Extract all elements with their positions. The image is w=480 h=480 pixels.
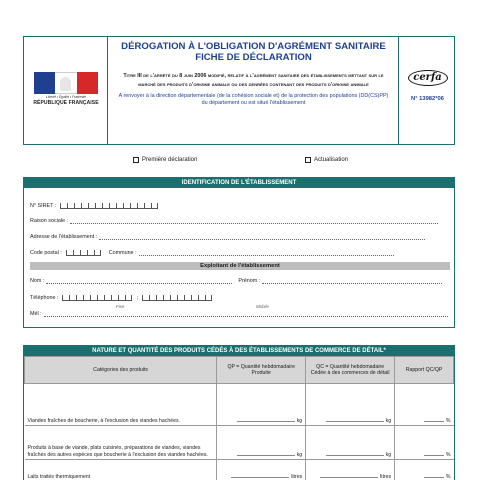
ratio-unit: % [445,473,451,480]
identification-section [23,177,455,328]
prenom-label: Prénom : [238,278,261,284]
republic-motto: Liberté • Égalité • Fraternité [45,95,87,99]
cerfa-number: N° 13982*06 [411,96,444,102]
row-category: Laits traités thermiquement [25,460,217,480]
republique-francaise-label: RÉPUBLIQUE FRANÇAISE [33,100,99,106]
qp-input-cell[interactable] [217,460,306,480]
update-label: Actualisation [314,157,349,163]
decree-reference: Titre III de l'arrêté du 8 juin 2006 modifié, relatif à l'agrément sanitaire des établissements mettant sur le marché des produits d'origine animale ou des denrées contenant des produits d'origine animale [123,73,384,88]
form-title: DÉROGATION À L'OBLIGATION D'AGRÉMENT SANITAIRE [121,41,386,52]
telephone-mobile-boxes[interactable] [142,295,212,301]
first-declaration-checkbox[interactable] [133,157,139,163]
code-postal-digit-boxes[interactable] [66,250,101,256]
commune-input[interactable] [139,251,394,256]
row-category: Produits à base de viande, plats cuisinés, préparations de viandes, viandes fraîches des autres espèces que boucherie à l'exclusion des viandes hachées. [25,426,217,460]
cerfa-logo: cerfa [408,70,448,86]
ratio-input-cell[interactable] [395,384,454,426]
marianne-icon [60,77,71,91]
french-flag-logo [34,72,98,94]
adresse-input[interactable] [99,235,425,240]
return-instructions: A renvoyer à la direction départementale (de la cohésion sociale et) de la protection des populations (DD(CS)PP) du département ou est situé l'établissement [118,93,389,107]
fixe-label: Fixe [116,304,125,309]
ratio-input-cell[interactable] [395,460,454,480]
table-row [25,426,454,460]
column-header-ratio: Rapport QC/QP [395,357,454,384]
siret-label: N° SIRET : [30,203,57,209]
nom-label: Nom : [30,278,45,284]
products-table [24,356,454,480]
commune-label: Commune : [108,250,137,256]
code-postal-field[interactable] [30,250,394,256]
products-section [23,345,455,480]
telephone-label: Téléphone : [30,295,59,301]
siret-field[interactable] [30,203,158,209]
telephone-fixe-boxes[interactable] [62,295,132,301]
update-checkbox[interactable] [305,157,311,163]
identification-title: IDENTIFICATION DE L'ÉTABLISSEMENT [24,178,454,188]
table-row [25,460,454,480]
column-header-qp: QP = Quantité hebdomadaire Produite [217,357,306,384]
telephone-field[interactable]: Téléphone : ; [30,295,212,301]
form-title-panel [109,37,399,144]
nom-field[interactable] [30,278,442,284]
qc-unit: kg [385,417,392,424]
cerfa-panel [400,37,455,144]
qp-unit: litres [291,473,303,480]
ratio-input-cell[interactable] [395,426,454,460]
qc-unit: litres [380,473,392,480]
adresse-field[interactable] [30,234,425,240]
column-header-qc: QC = Quantité hebdomadaire Cédée à des commerces de détail [306,357,395,384]
row-category: Viandes fraîches de boucherie, à l'exclusion des viandes hachées. [25,384,217,426]
form-subtitle: FICHE DE DÉCLARATION [195,52,312,63]
siret-digit-boxes[interactable] [60,203,158,209]
republique-logo-panel [24,37,108,144]
qc-input-cell[interactable] [306,426,395,460]
products-title: NATURE ET QUANTITÉ DES PRODUITS CÉDÉS À DES ÉTABLISSEMENTS DE COMMERCE DE DÉTAIL* [24,346,454,356]
update-option[interactable] [305,157,348,163]
ratio-unit: % [445,451,451,458]
qp-unit: kg [296,417,303,424]
qc-input-cell[interactable] [306,384,395,426]
nom-input[interactable] [46,279,232,284]
raison-sociale-label: Raison sociale : [30,218,69,224]
qc-input-cell[interactable] [306,460,395,480]
qp-unit: kg [296,451,303,458]
qp-input-cell[interactable] [217,426,306,460]
raison-sociale-input[interactable] [70,219,438,224]
ratio-unit: % [445,417,451,424]
table-row [25,384,454,426]
code-postal-label: Code postal : [30,250,62,256]
first-declaration-option[interactable] [133,157,197,163]
mel-input[interactable] [44,312,448,317]
mobile-label: Mobile [256,304,269,309]
raison-sociale-field[interactable] [30,218,438,224]
exploitant-subtitle: Exploitant de l'établissement [30,262,450,270]
prenom-input[interactable] [262,279,442,284]
qc-unit: kg [385,451,392,458]
adresse-label: Adresse de l'établissement : [30,234,98,240]
qp-input-cell[interactable] [217,384,306,426]
first-declaration-label: Première déclaration [142,157,198,163]
mel-label: Mél : [30,311,42,317]
mel-field[interactable] [30,311,448,317]
form-header [23,36,455,145]
column-header-categories: Catégories des produits [25,357,217,384]
